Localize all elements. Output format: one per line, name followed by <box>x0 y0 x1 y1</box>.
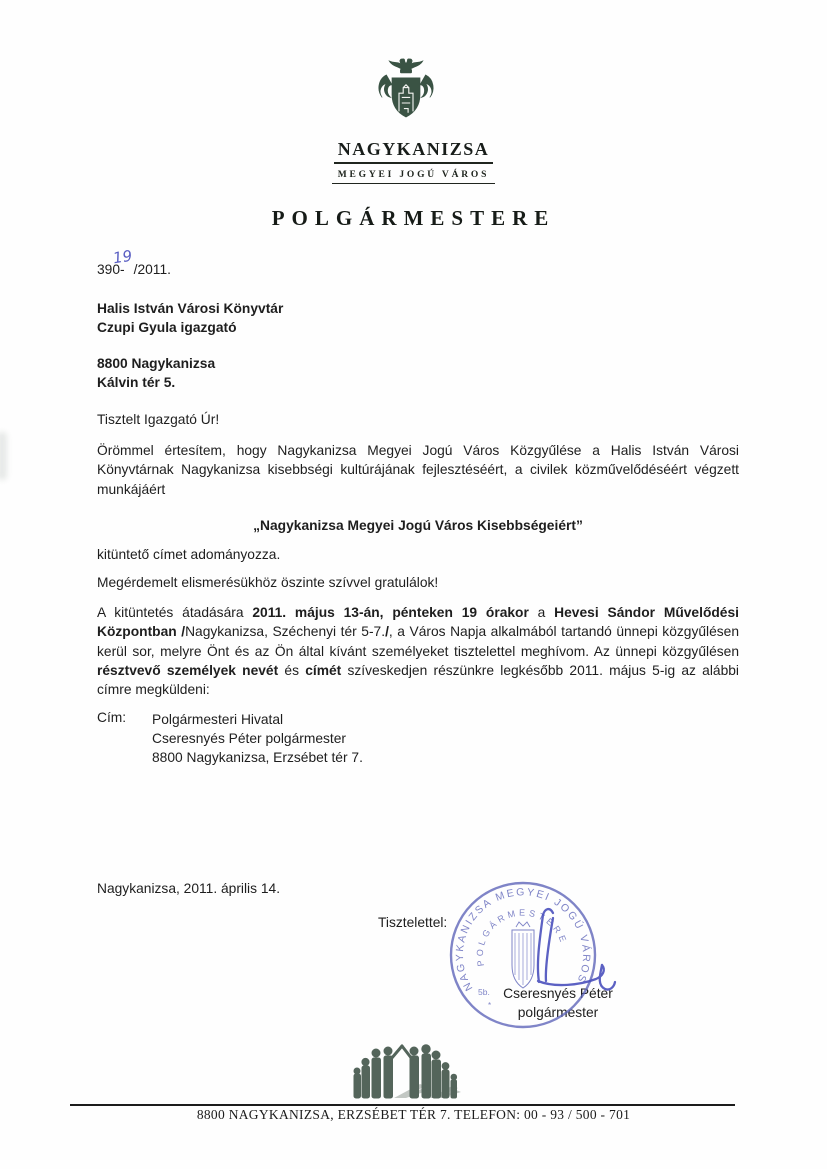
reference-number <box>97 262 171 277</box>
city-name: NAGYKANIZSA <box>334 139 494 164</box>
cim-line-street: 8800 Nagykanizsa, Erzsébet tér 7. <box>152 750 363 765</box>
handwritten-number: 19 <box>111 246 134 268</box>
footer-rule <box>70 1104 735 1106</box>
svg-text:NAGYKANIZSA MEGYEI JOGÚ VÁROS <box>454 886 593 993</box>
addressee-street: Kálvin tér 5. <box>97 375 176 390</box>
salutation: Tisztelt Igazgató Úr! <box>97 412 220 427</box>
signer-title: polgármester <box>517 1005 599 1020</box>
svg-text:POLGÁRMESTERE <box>475 908 570 967</box>
date-line: Nagykanizsa, 2011. április 14. <box>97 881 281 896</box>
stamp-crest-icon <box>512 922 534 988</box>
addressee-person: Czupi Gyula igazgató <box>97 320 237 335</box>
letterhead <box>0 139 827 184</box>
award-title: „Nagykanizsa Megyei Jogú Város Kisebbségeiért” <box>253 518 583 533</box>
stamp-number: 5b. <box>478 987 490 997</box>
body-paragraph-3: Megérdemelt elismerésükhöz öszinte szívvel gratulálok! <box>97 575 439 590</box>
cim-line-mayor: Cseresnyés Péter polgármester <box>152 731 347 746</box>
stamp-star: * <box>488 1001 492 1010</box>
city-type-subtitle: MEGYEI JOGÚ VÁROS <box>332 170 495 184</box>
city-coat-of-arms-icon <box>369 54 443 124</box>
addressee-postal-city: 8800 Nagykanizsa <box>97 356 216 371</box>
stamp-ring-text: NAGYKANIZSA MEGYEI JOGÚ VÁROS <box>453 886 593 993</box>
scan-artifact <box>0 432 7 480</box>
cim-label: Cím: <box>97 710 127 725</box>
stamp-inner-text: POLGÁRMESTERE <box>474 907 570 967</box>
addressee-address-block <box>97 354 215 392</box>
office-title: POLGÁRMESTERE <box>271 206 556 230</box>
people-silhouette-icon <box>348 1040 464 1104</box>
cim-line-office: Polgármesteri Hivatal <box>152 712 284 727</box>
reference-prefix: 390- <box>97 262 125 277</box>
body-paragraph-1: Örömmel értesítem, hogy Nagykanizsa Megyei Jogú Város Közgyűlése a Halis István Városi Könyvtárnak Nagykanizsa kisebbségi kultúrájának fejlesztéséért, a civilek közművelődéséért végzett munkájáért <box>97 443 739 497</box>
body-paragraph-4: A kitüntetés átadására 2011. május 13-án, pénteken 19 órakor a Hevesi Sándor Művelődési Központban /Nagykanizsa, Széchenyi tér 5-7./, a Város Napja alkalmából tartandó ünnepi közgyűlésen kerül sor, melyre Önt és az Ön által kívánt személyeket tisztelettel meghívom. Az ünnepi közgyűlésen résztvevő személyek nevét és címét szíveskedjen részünkre legkésőbb 2011. május 5-ig az alábbi címre megküldeni: <box>97 605 739 698</box>
cim-address-block <box>152 710 363 767</box>
addressee-organization: Halis István Városi Könyvtár <box>97 301 284 316</box>
addressee-name-block <box>97 299 283 337</box>
closing-salutation: Tisztelettel: <box>378 915 448 930</box>
body-paragraph-2: kitüntető címet adományozza. <box>97 547 281 562</box>
reference-suffix: /2011. <box>133 262 171 277</box>
footer-address: 8800 NAGYKANIZSA, ERZSÉBET TÉR 7. TELEFON: 00 - 93 / 500 - 701 <box>196 1107 631 1122</box>
signature-block <box>478 984 638 1022</box>
signer-name: Cseresnyés Péter <box>503 986 613 1001</box>
handwritten-signature-icon <box>538 909 615 989</box>
